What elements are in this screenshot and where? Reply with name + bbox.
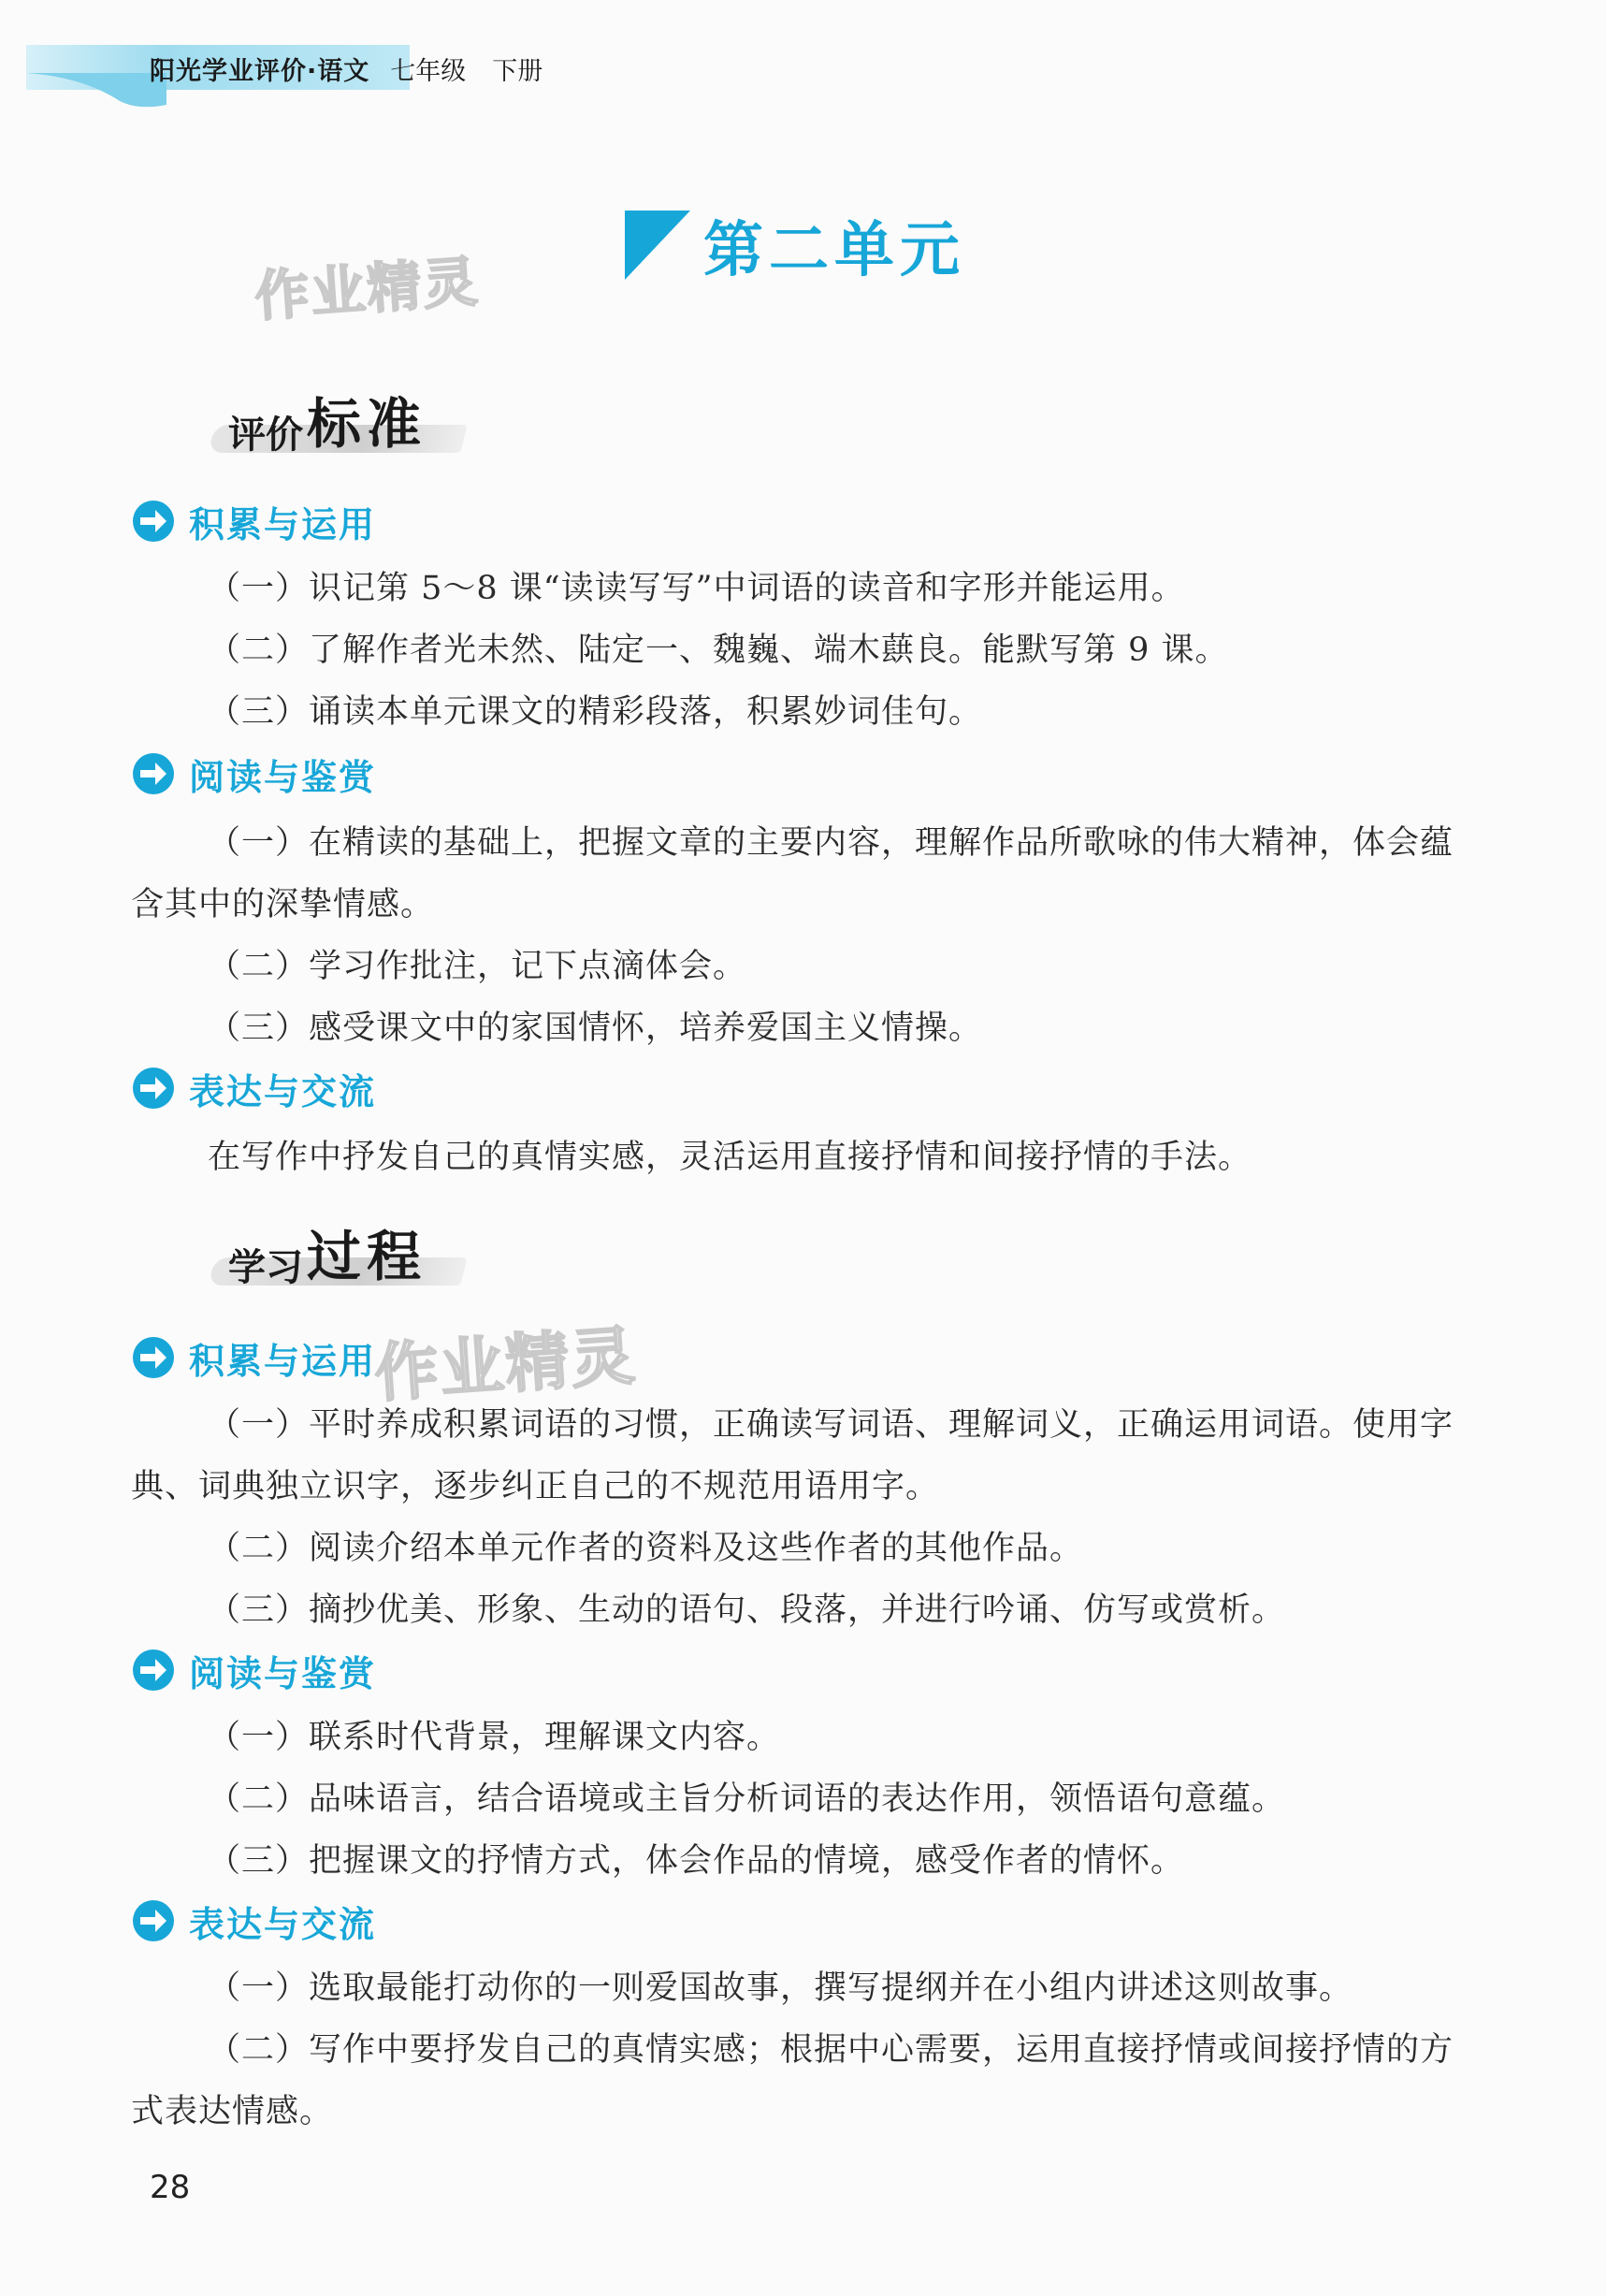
subheading-text: 表达与交流 xyxy=(189,1070,377,1112)
subheading-reading xyxy=(131,748,376,799)
paragraph: （一）在精读的基础上，把握文章的主要内容，理解作品所歌咏的伟大精神，体会蕴含其中的深挚情感。 xyxy=(131,824,1454,923)
arrow-circle-icon xyxy=(131,1066,176,1111)
unit-title xyxy=(625,208,965,283)
paragraph: （三）把握课文的抒情方式，体会作品的情境，感受作者的情怀。 xyxy=(208,1842,1185,1880)
subheading-accumulation xyxy=(131,1332,376,1383)
paragraph: （三）摘抄优美、形象、生动的语句、段落，并进行吟诵、仿写或赏析。 xyxy=(208,1591,1286,1629)
paragraph: （二）了解作者光未然、陆定一、魏巍、端木蕻良。能默写第 9 课。 xyxy=(208,632,1229,669)
header-volume: 下册 xyxy=(492,57,543,86)
header-grade: 七年级 xyxy=(390,57,467,86)
page-number: 28 xyxy=(150,2169,191,2206)
paragraph: （一）联系时代背景，理解课文内容。 xyxy=(208,1719,781,1756)
arrow-circle-icon xyxy=(131,1648,176,1693)
running-header xyxy=(150,51,543,87)
arrow-circle-icon xyxy=(131,1898,176,1943)
header-series: 阳光学业评价·语文 xyxy=(150,57,370,86)
subheading-text: 积累与运用 xyxy=(189,1340,377,1382)
section-title-big: 标准 xyxy=(307,392,427,456)
subheading-reading xyxy=(131,1645,376,1695)
section-title-big: 过程 xyxy=(307,1225,427,1288)
watermark: 作业精灵 xyxy=(253,249,482,329)
paragraph: （二）品味语言，结合语境或主旨分析词语的表达作用，领悟语句意蕴。 xyxy=(208,1780,1286,1818)
header-wave-decoration xyxy=(26,73,166,110)
watermark: 作业精灵 xyxy=(372,1319,639,1412)
paragraph: （二）学习作批注，记下点滴体会。 xyxy=(208,948,747,985)
paragraph: 在写作中抒发自己的真情实感，灵活运用直接抒情和间接抒情的手法。 xyxy=(208,1139,1252,1176)
paragraph: （一）选取最能打动你的一则爱国故事，撰写提纲并在小组内讲述这则故事。 xyxy=(208,1969,1353,2007)
paragraph: （二）阅读介绍本单元作者的资料及这些作者的其他作品。 xyxy=(208,1530,1084,1567)
subheading-text: 阅读与鉴赏 xyxy=(189,1652,377,1694)
subheading-expression xyxy=(131,1896,376,1946)
subheading-text: 表达与交流 xyxy=(189,1903,377,1945)
paragraph: （三）诵读本单元课文的精彩段落，积累妙词佳句。 xyxy=(208,693,983,731)
arrow-circle-icon xyxy=(131,1335,176,1380)
unit-title-text: 第二单元 xyxy=(703,216,965,285)
section-title-small: 学习 xyxy=(228,1246,303,1289)
paragraph: （二）写作中要抒发自己的真情实感；根据中心需要，运用直接抒情或间接抒情的方式表达情感。 xyxy=(131,2031,1454,2130)
subheading-text: 阅读与鉴赏 xyxy=(189,756,377,798)
section-title-small: 评价 xyxy=(228,414,303,457)
subheading-expression xyxy=(131,1063,376,1113)
paragraph: （三）感受课文中的家国情怀，培养爱国主义情操。 xyxy=(208,1010,983,1047)
section-heading-process xyxy=(204,1216,427,1291)
title-flag-icon xyxy=(625,211,690,280)
arrow-circle-icon xyxy=(131,499,176,544)
paragraph: （一）识记第 5～8 课“读读写写”中词语的读音和字形并能运用。 xyxy=(208,570,1185,607)
arrow-circle-icon xyxy=(131,751,176,796)
paragraph: （一）平时养成积累词语的习惯，正确读写词语、理解词义，正确运用词语。使用字典、词典独立识字，逐步纠正自己的不规范用语用字。 xyxy=(131,1406,1454,1505)
section-heading-evaluation xyxy=(204,384,427,458)
subheading-accumulation xyxy=(131,496,376,546)
subheading-text: 积累与运用 xyxy=(189,503,377,545)
